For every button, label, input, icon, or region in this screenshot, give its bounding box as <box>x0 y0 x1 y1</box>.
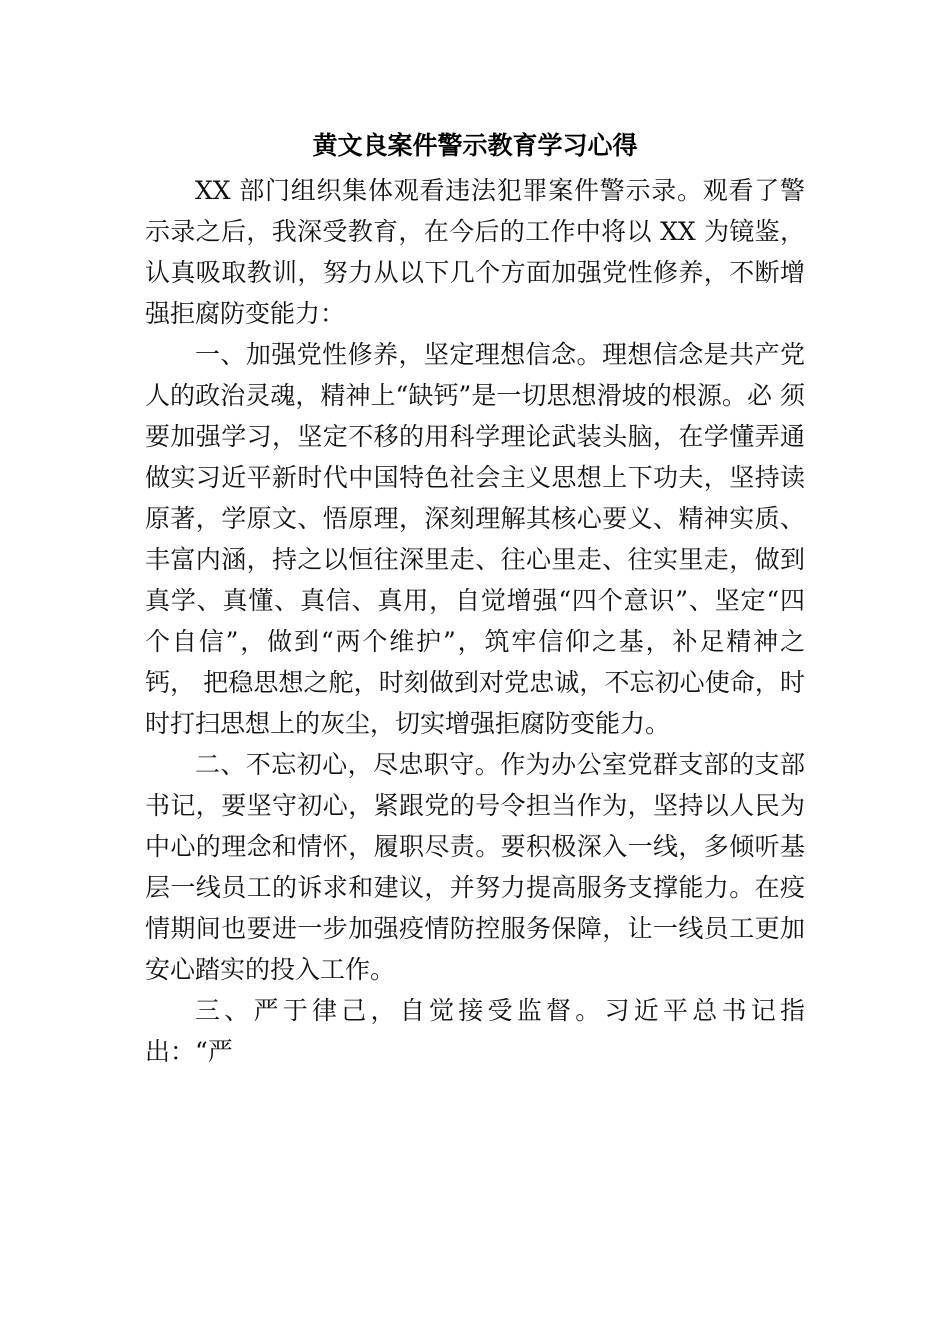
document-title: 黄文良案件警示教育学习心得 <box>312 131 638 160</box>
paragraph-section-2: 二、不忘初心，尽忠职守。作为办公室党群支部的支部书记，要坚守初心，紧跟党的号令担当作为，坚持以人民为中心的理念和情怀，履职尽责。要积极深入一线，多倾听基层一线员工的诉求和建议，并努力提高服务支撑能力。在疫情期间也要进一步加强疫情防控服务保障，让一线员工更加安心踏实的投入工作。 <box>145 750 805 984</box>
document-body <box>145 170 805 1072</box>
paragraph-intro: XX 部门组织集体观看违法犯罪案件警示录。观看了警示录之后，我深受教育，在今后的工作中将以 XX 为镜鉴，认真吸取教训，努力从以下几个方面加强党性修养，不断增强拒腐防变能力： <box>145 176 805 328</box>
paragraph-section-3: 三、严于律己，自觉接受监督。习近平总书记指出：“严 <box>145 996 805 1066</box>
paragraph-section-1: 一、加强党性修养，坚定理想信念。理想信念是共产党人的政治灵魂，精神上“缺钙”是一切思想滑坡的根源。必 须要加强学习，坚定不移的用科学理论武装头脑，在学懂弄通做实习近平新时代中国特色社会主义思想上下功夫，坚持读原著，学原文、悟原理，深刻理解其核心要义、精神实质、丰富内涵，持之以恒往深里走、往心里走、往实里走，做到真学、真懂、真信、真用，自觉增强“四个意识”、坚定“四个自信”，做到“两个维护”，筑牢信仰之基，补足精神之钙， 把稳思想之舵，时刻做到对党忠诚，不忘初心使命，时时打扫思想上的灰尘，切实增强拒腐防变能力。 <box>145 340 805 738</box>
